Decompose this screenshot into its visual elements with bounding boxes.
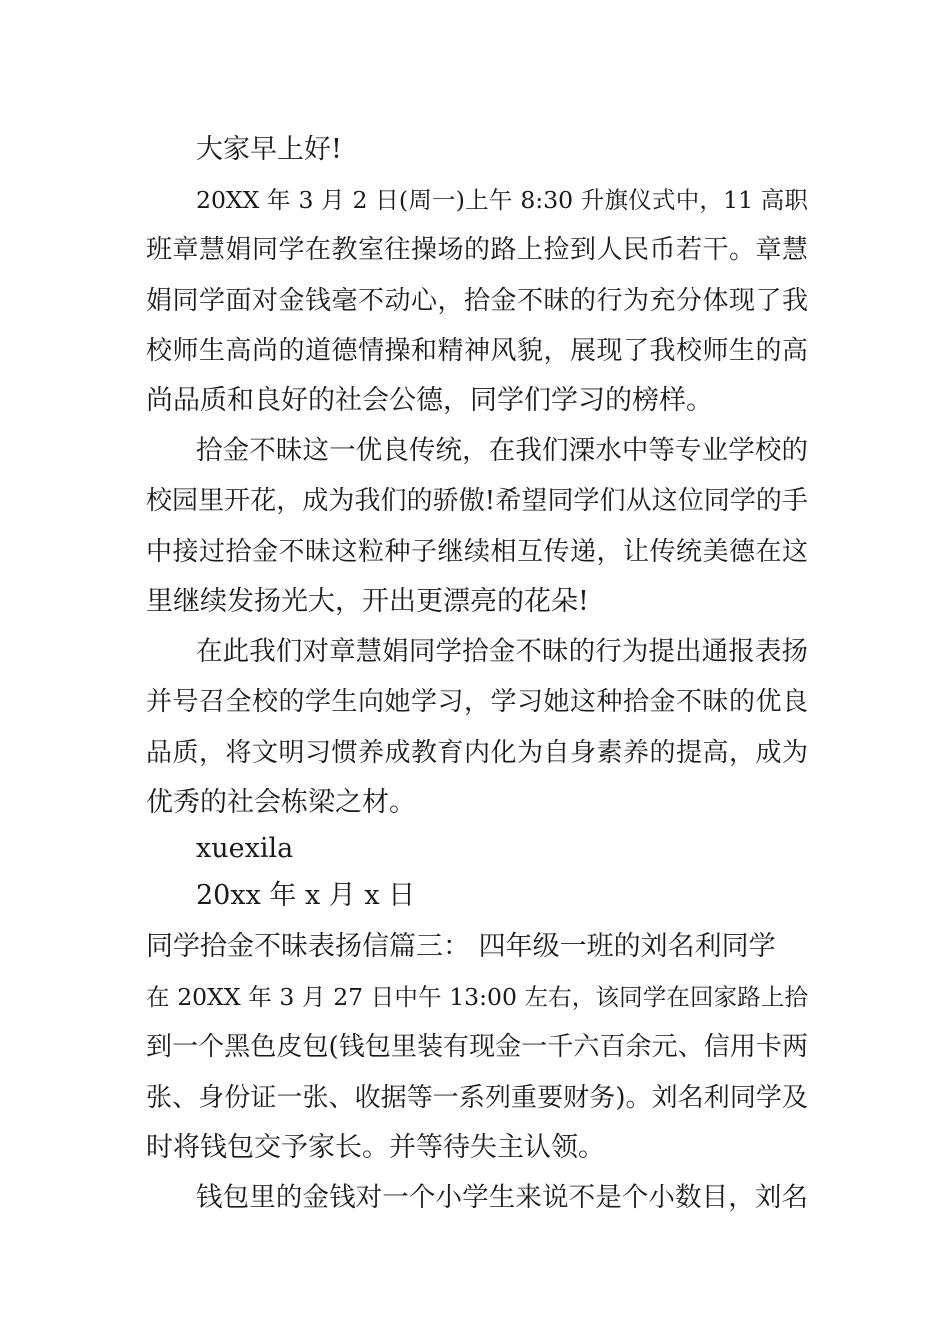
paragraph-1-line-1: 20XX 年 3 月 2 日(周一)上午 8:30 升旗仪式中，11 高职 (196, 186, 808, 214)
greeting-line: 大家早上好! (196, 134, 342, 165)
paragraph-2-line-3: 中接过拾金不昧这粒种子继续相互传递，让传统美德在这 (146, 537, 808, 567)
paragraph-2-line-4: 里继续发扬光大，开出更漂亮的花朵! (146, 586, 589, 617)
paragraph-1-line-3: 娟同学面对金钱毫不动心，拾金不昧的行为充分体现了我 (146, 286, 808, 316)
date-line: 20xx 年 x 月 x 日 (196, 880, 416, 911)
paragraph-1-line-5: 尚品质和良好的社会公德，同学们学习的榜样。 (146, 385, 713, 416)
paragraph-2-line-2: 校园里开花，成为我们的骄傲!希望同学们从这位同学的手 (146, 486, 808, 516)
paragraph-1-line-4: 校师生高尚的道德情操和精神风貌，展现了我校师生的高 (146, 336, 808, 366)
paragraph-3-line-4: 优秀的社会栋梁之材。 (146, 787, 416, 818)
paragraph-3-line-3: 品质，将文明习惯养成教育内化为自身素养的提高，成为 (146, 738, 808, 768)
paragraph-4-line-5: 时将钱包交予家长。并等待失主认领。 (146, 1132, 605, 1163)
paragraph-4-line-4: 张、身份证一张、收据等一系列重要财务)。刘名利同学及 (146, 1083, 808, 1113)
section-heading-line: 同学拾金不昧表扬信篇三： 四年级一班的刘名利同学 (146, 931, 776, 962)
paragraph-4-line-2: 在 20XX 年 3 月 27 日中午 13:00 左右，该同学在回家路上拾 (146, 983, 808, 1011)
paragraph-3-line-1: 在此我们对章慧娟同学拾金不昧的行为提出通报表扬 (196, 636, 808, 667)
paragraph-5-line-1: 钱包里的金钱对一个小学生来说不是个小数目，刘名 (196, 1182, 808, 1213)
paragraph-2-line-1: 拾金不昧这一优良传统，在我们溧水中等专业学校的 (196, 435, 808, 466)
paragraph-4-line-3: 到一个黑色皮包(钱包里装有现金一千六百余元、信用卡两 (146, 1032, 808, 1062)
paragraph-1-line-2: 班章慧娟同学在教室往操场的路上捡到人民币若干。章慧 (146, 235, 808, 265)
paragraph-3-line-2: 并号召全校的学生向她学习，学习她这种拾金不昧的优良 (146, 687, 808, 717)
signature-line: xuexila (196, 833, 294, 864)
